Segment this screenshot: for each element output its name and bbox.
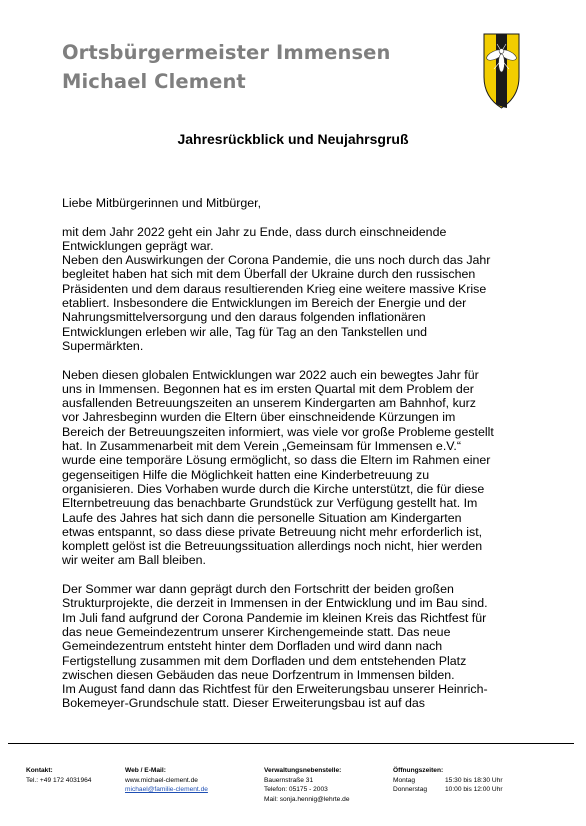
text-line: komplett gelöst ist die Betreuungssituation allerdings noch nicht, hier werden [62, 539, 483, 554]
hours-row [393, 785, 503, 795]
text-line: begleitet haben hat sich mit dem Überfall der Ukraine durch den russischen [62, 267, 476, 282]
hours-time: 15:30 bis 18:30 Uhr [445, 776, 503, 784]
text-line: ausfallenden Betreuungszeiten an unserem Kindergarten am Bahnhof, kurz [62, 396, 476, 411]
text-line: gegenseitigen Hilfe die Möglichkeit hatten eine Kinderbetreuung zu [62, 467, 430, 482]
hours-time: 10:00 bis 12:00 Uhr [445, 786, 503, 793]
footer-web [125, 766, 208, 795]
text-line: Gemeindezentrum entsteht hinter dem Dorfladen und wird dann nach [62, 639, 443, 654]
text-line: Bereich der Betreuungszeiten informiert, was viele vor große Probleme gestellt [62, 424, 494, 439]
paragraph-3 [62, 582, 522, 711]
website-link[interactable]: www.michael-clement.de [125, 776, 198, 784]
text-line: Strukturprojekte, die derzeit in Immensen in der Entwicklung und im Bau sind. [62, 596, 488, 611]
text-line: uns in Immensen. Begonnen hat es im ersten Quartal mit dem Problem der [62, 381, 474, 396]
text-line: das neue Gemeindezentrum unserer Kirchengemeinde statt. Das neue [62, 624, 451, 639]
contact-heading: Kontakt: [26, 767, 53, 774]
text-line: hat. In Zusammenarbeit mit dem Verein „Gemeinsam für Immensen e.V.“ [62, 439, 461, 454]
contact-phone: Tel.: +49 172 4031964 [26, 776, 92, 784]
coat-of-arms-wasp-icon [483, 33, 520, 109]
text-line: zwischen diesen Gebäuden das neue Dorfzentrum in Immensen bilden. [62, 667, 455, 682]
letterhead-title [62, 38, 390, 96]
footer-hours [393, 766, 503, 795]
text-line: Neben den Auswirkungen der Corona Pandemie, die uns noch durch das Jahr [62, 253, 491, 268]
text-line: Entwicklungen geprägt war. [62, 238, 214, 253]
letterhead-title-line1: Ortsbürgermeister Immensen [62, 41, 391, 64]
web-heading: Web / E-Mail: [125, 767, 166, 774]
paragraph-1 [62, 225, 522, 354]
text-line: Fertigstellung zusammen mit dem Dorfladen und dem entstehenden Platz [62, 653, 467, 668]
footer-contact [26, 766, 91, 785]
text-line: Bokemeyer-Grundschule statt. Dieser Erweiterungsbau ist auf das [62, 696, 425, 711]
text-line: Neben diesen globalen Entwicklungen war 2022 auch ein bewegtes Jahr für [62, 367, 479, 382]
office-heading: Verwaltungsnebenstelle: [264, 767, 342, 774]
office-phone: Telefon: 05175 - 2003 [264, 786, 328, 793]
hours-row [393, 776, 503, 786]
text-line: etabliert. Insbesondere die Entwicklungen im Bereich der Energie und der [62, 296, 467, 311]
hours-day: Montag [393, 776, 415, 784]
salutation: Liebe Mitbürgerinnen und Mitbürger, [62, 196, 262, 210]
hours-heading: Öffnungszeiten: [393, 767, 444, 774]
text-line: Präsidenten und dem daraus resultierenden Krieg eine weitere massive Krise [62, 281, 487, 296]
text-line: mit dem Jahr 2022 geht ein Jahr zu Ende, dass durch einschneidende [62, 224, 447, 239]
footer-divider [8, 743, 574, 744]
text-line: Im Juli fand aufgrund der Corona Pandemie im kleinen Kreis das Richtfest für [62, 610, 487, 625]
letterhead-title-line2: Michael Clement [62, 70, 246, 93]
office-street: Bauernstraße 31 [264, 776, 314, 784]
office-mail: Mail: sonja.hennig@lehrte.de [264, 795, 350, 803]
footer-office [264, 766, 350, 804]
text-line: wir weiter am Ball bleiben. [62, 553, 206, 568]
text-line: Der Sommer war dann geprägt durch den Fortschritt der beiden großen [62, 582, 454, 597]
text-line: Entwicklungen erleben wir alle, Tag für Tag an den Tankstellen und [62, 324, 428, 339]
text-line: Laufe des Jahres hat sich dann die personelle Situation am Kindergarten [62, 510, 462, 525]
text-line: vor Jahresbeginn wurden die Eltern über einschneidende Kürzungen im [62, 410, 456, 425]
email-link[interactable]: michael@familie-clement.de [125, 786, 208, 793]
text-line: Supermärkten. [62, 338, 144, 353]
paragraph-2 [62, 368, 522, 568]
text-line: wurde eine temporäre Lösung ermöglicht, so dass die Eltern im Rahmen einer [62, 453, 491, 468]
text-line: Elternbetreuung das benachbarte Grundstück zur Verfügung gestellt hat. Im [62, 496, 478, 511]
letter-body [62, 196, 522, 711]
text-line: organisieren. Dies Vorhaben wurde durch die Kirche unterstützt, die für diese [62, 481, 485, 496]
text-line: etwas entspannt, so dass diese private Betreuung nicht mehr erforderlich ist, [62, 524, 483, 539]
text-line: Im August fand dann das Richtfest für den Erweiterungsbau unserer Heinrich- [62, 682, 488, 697]
text-line: Nahrungsmittelversorgung und den daraus folgenden inflationären [62, 310, 426, 325]
hours-day: Donnerstag [393, 786, 428, 793]
document-title: Jahresrückblick und Neujahrsgruß [177, 131, 409, 147]
